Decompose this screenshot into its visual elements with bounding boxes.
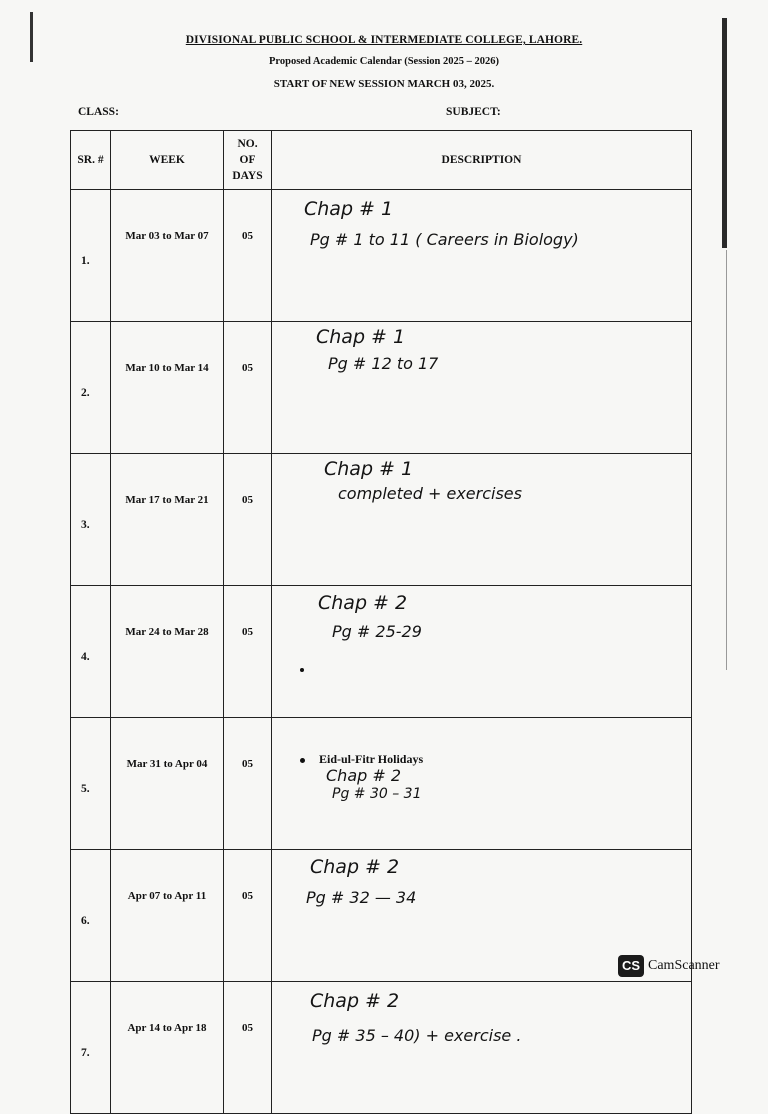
handwritten-chapter: Chap # 2 [318,592,408,614]
handwritten-pages: Pg # 1 to 11 ( Careers in Biology) [310,230,579,249]
scan-edge-right [722,18,727,248]
handwritten-chapter: Chap # 1 [324,458,414,480]
handwritten-pages: Pg # 35 – 40) + exercise . [312,1026,522,1045]
row-days: 05 [224,850,272,982]
camscanner-label: CamScanner [648,958,720,973]
row-days: 05 [224,586,272,718]
row-sr: 6. [71,850,111,982]
handwritten-pages: Pg # 30 – 31 [332,786,422,802]
camscanner-logo-icon: CS [618,955,644,977]
calendar-title: Proposed Academic Calendar (Session 2025 – 2026) [268,56,500,67]
row-days: 05 [224,322,272,454]
row-description [272,454,692,586]
handwritten-pages: Pg # 32 — 34 [306,888,417,907]
handwritten-chapter: Chap # 1 [304,198,394,220]
table-row [71,190,692,322]
table-row [71,586,692,718]
holiday-note [300,752,423,767]
row-sr: 2. [71,322,111,454]
table-header-row [71,131,692,190]
handwritten-chapter: Chap # 2 [310,856,400,878]
header-sr: SR. # [71,131,111,190]
row-sr: 3. [71,454,111,586]
holiday-text: Eid-ul-Fitr Holidays [319,752,424,766]
row-week: Mar 17 to Mar 21 [111,454,224,586]
row-week: Apr 07 to Apr 11 [111,850,224,982]
table-row [71,718,692,850]
row-days: 05 [224,982,272,1114]
handwritten-chapter: Chap # 2 [310,990,400,1012]
header-week: WEEK [111,131,224,190]
row-description [272,190,692,322]
table-row [71,982,692,1114]
row-days: 05 [224,454,272,586]
row-sr: 5. [71,718,111,850]
handwritten-pages: completed + exercises [338,484,522,503]
row-description [272,718,692,850]
row-week: Mar 24 to Mar 28 [111,586,224,718]
handwritten-pages: Pg # 12 to 17 [328,354,439,373]
handwritten-chapter: Chap # 1 [316,326,406,348]
row-description [272,982,692,1114]
handwritten-chapter: Chap # 2 [326,766,402,785]
row-week: Mar 03 to Mar 07 [111,190,224,322]
row-days: 05 [224,190,272,322]
row-sr: 1. [71,190,111,322]
header-days-line-1: NO. [237,138,258,150]
header-days-line-3: DAYS [232,170,263,182]
row-description [272,322,692,454]
table-row [71,850,692,982]
row-days: 05 [224,718,272,850]
session-start: START OF NEW SESSION MARCH 03, 2025. [273,78,495,90]
table-row [71,322,692,454]
header-days-line-2: OF [239,154,256,166]
row-sr: 7. [71,982,111,1114]
row-week: Mar 10 to Mar 14 [111,322,224,454]
scan-edge-right-thin [726,250,727,670]
bullet-icon [300,758,305,763]
row-sr: 4. [71,586,111,718]
row-week: Apr 14 to Apr 18 [111,982,224,1114]
class-label: CLASS: [78,106,119,118]
stray-dot [300,668,304,672]
calendar-table [70,130,692,1114]
table-row [71,454,692,586]
subject-label: SUBJECT: [446,106,501,118]
row-week: Mar 31 to Apr 04 [111,718,224,850]
header-description: DESCRIPTION [272,131,692,190]
handwritten-pages: Pg # 25-29 [332,622,422,641]
header-days [224,131,272,190]
row-description [272,586,692,718]
school-name: DIVISIONAL PUBLIC SCHOOL & INTERMEDIATE COLLEGE, LAHORE. [185,34,583,46]
